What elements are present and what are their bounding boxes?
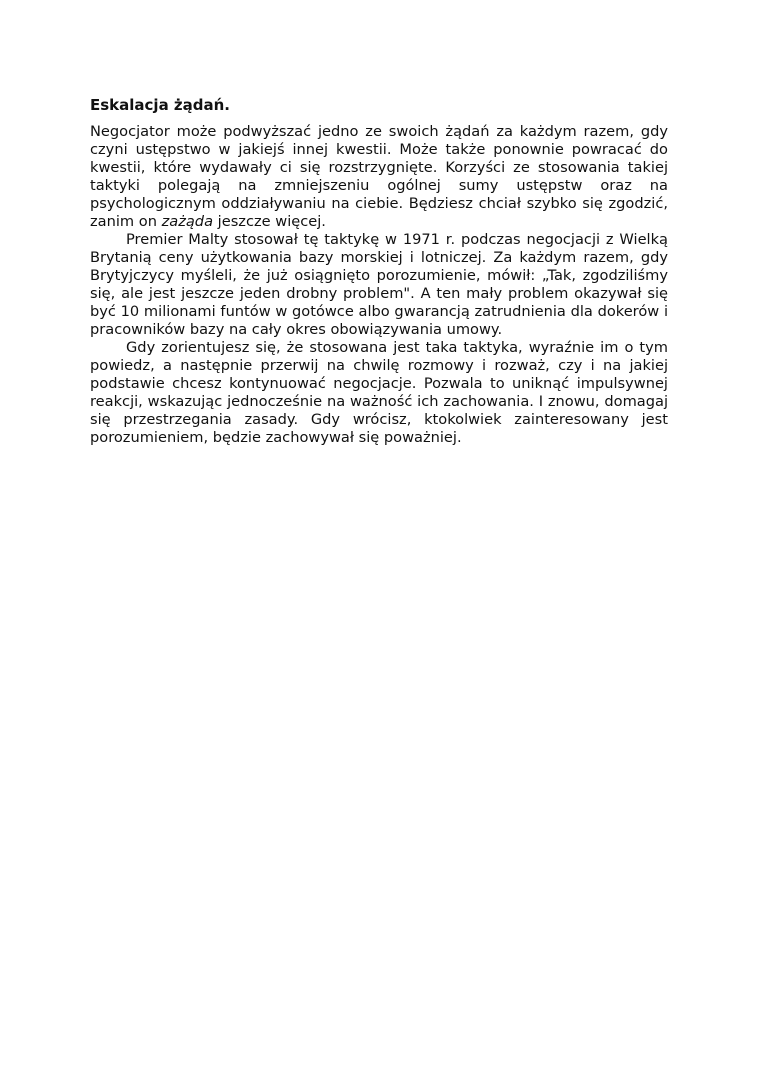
paragraph-3: Gdy zorientujesz się, że stosowana jest taka taktyka, wyraźnie im o tym powiedz, a następnie przerwij na chwilę rozmowy i rozważ, czy i na jakiej podstawie chcesz kontynuować negocjacje. Pozwala to uniknąć impulsywnej reakcji, wskazując jednocześnie na ważność ich zachowania. I znowu, domagaj się przestrzegania zasady. Gdy wrócisz, ktokolwiek zainteresowany jest porozumieniem, będzie zachowywał się poważniej.	[90, 339, 668, 446]
document-body	[90, 96, 668, 447]
paragraph-1-text-end: jeszcze więcej.	[213, 213, 326, 230]
section-title: Eskalacja żądań.	[90, 96, 231, 114]
paragraph-1	[90, 123, 668, 231]
paragraph-1-emphasis: zażąda	[161, 213, 214, 230]
paragraph-1-text: Negocjator może podwyższać jedno ze swoich żądań za każdym razem, gdy czyni ustępstwo w jakiejś innej kwestii. Może także ponownie powracać do kwestii, które wydawały ci się rozstrzygnięte. Korzyści ze stosowania takiej taktyki polegają na zmniejszeniu ogólnej sumy ustępstw oraz na psychologicznym oddziaływaniu na ciebie. Będziesz chciał szybko się zgodzić, zanim on	[90, 123, 668, 230]
paragraph-2: Premier Malty stosował tę taktykę w 1971 r. podczas negocjacji z Wielką Brytanią ceny użytkowania bazy morskiej i lotniczej. Za każdym razem, gdy Brytyjczycy myśleli, że już osiągnięto porozumienie, mówił: „Tak, zgodziliśmy się, ale jest jeszcze jeden drobny problem". A ten mały problem okazywał się być 10 milionami funtów w gotówce albo gwarancją zatrudnienia dla dokerów i pracowników bazy na cały okres obowiązywania umowy.	[90, 231, 668, 338]
